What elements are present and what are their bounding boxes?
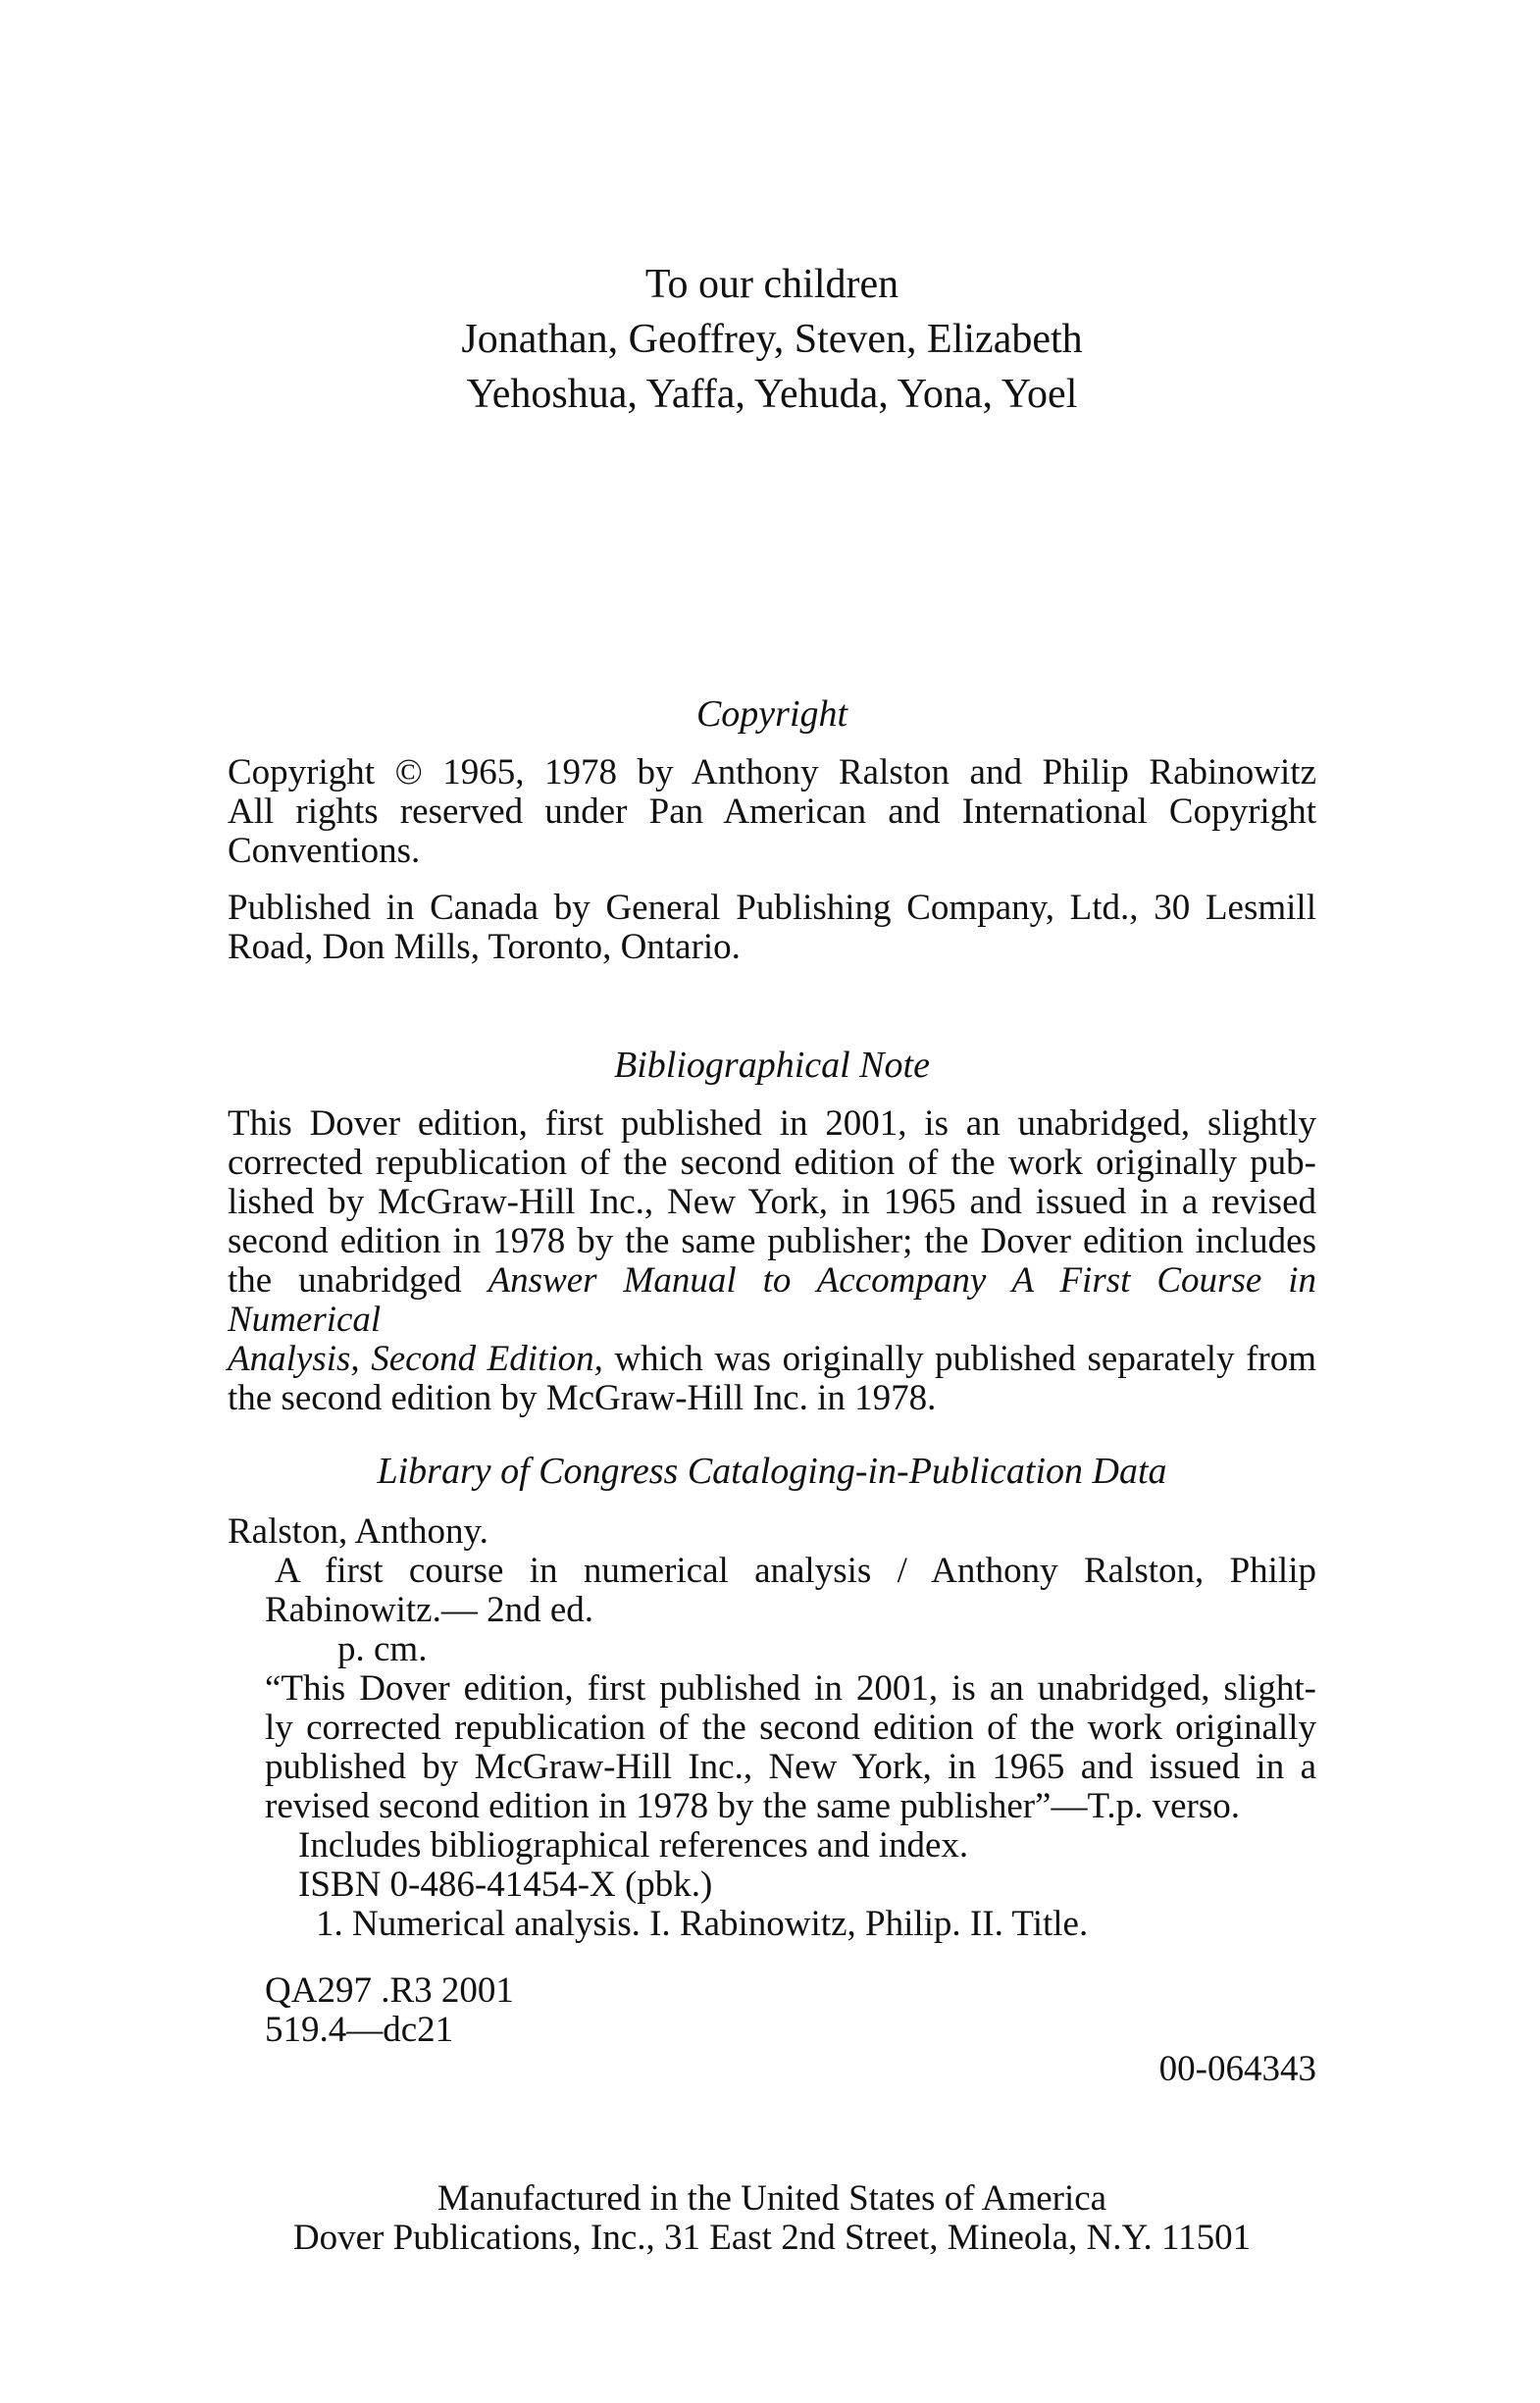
dedication: [228, 257, 1316, 422]
dedication-line: To our children: [644, 262, 899, 307]
manufactured-info: [228, 2179, 1316, 2258]
published-in-canada: [228, 889, 1316, 967]
cip-classification: [228, 1971, 1316, 2050]
cip-quote-line: revised second edition in 1978 by the same publisher”—T.p. verso.: [265, 1786, 1240, 1826]
cip-data: [228, 1512, 1316, 1944]
note-book-title: Analysis, Second Edition,: [228, 1339, 603, 1379]
cip-isbn: ISBN 0-486-41454-X (pbk.): [298, 1865, 713, 1905]
lccn-number: 00-064343: [1158, 2049, 1316, 2089]
cip-quote-line: published by McGraw-Hill Inc., New York, in 1965 and issued in a: [265, 1747, 1316, 1787]
cip-title-line: Rabinowitz.— 2nd ed.: [265, 1590, 594, 1630]
cip-includes: Includes bibliographical references and index.: [298, 1825, 969, 1866]
copyright-line: Conventions.: [228, 831, 421, 871]
copyright-line: Copyright © 1965, 1978 by Anthony Ralston and Philip Rabinowitz: [228, 752, 1316, 792]
cip-title-line: A first course in numerical analysis / Anthony Ralston, Philip: [275, 1551, 1316, 1591]
bibliographical-note: [228, 1104, 1316, 1418]
note-text: which was originally published separately from: [602, 1339, 1316, 1379]
note-line: second edition in 1978 by the same publisher; the Dover edition includes: [228, 1221, 1316, 1261]
cip-call-number: QA297 .R3 2001: [265, 1970, 514, 2011]
published-line: Road, Don Mills, Toronto, Ontario.: [228, 927, 741, 967]
note-book-title: Answer Manual to Accompany A First Course in Numerical: [228, 1260, 1317, 1340]
note-line: corrected republication of the second edition of the work originally pub-: [228, 1143, 1316, 1183]
cip-quote-line: ly corrected republication of the second edition of the work originally: [265, 1708, 1316, 1748]
cip-lccn: [228, 2050, 1316, 2089]
note-line: lished by McGraw-Hill Inc., New York, in 1965 and issued in a revised: [228, 1182, 1316, 1222]
copyright-line: All rights reserved under Pan American and International Copyright: [228, 792, 1316, 832]
note-text: the unabridged: [228, 1260, 488, 1301]
note-line: [228, 1261, 1316, 1340]
cip-dewey: 519.4—dc21: [265, 2010, 454, 2050]
cip-heading: Library of Congress Cataloging-in-Publication Data: [377, 1451, 1167, 1492]
publisher-address: Dover Publications, Inc., 31 East 2nd Street, Mineola, N.Y. 11501: [292, 2218, 1252, 2258]
dedication-line: Yehoshua, Yaffa, Yehuda, Yona, Yoel: [466, 372, 1078, 417]
cip-author: Ralston, Anthony.: [228, 1511, 488, 1552]
cip-pages: p. cm.: [337, 1629, 428, 1669]
published-line: Published in Canada by General Publishing Company, Ltd., 30 Lesmill: [228, 888, 1316, 928]
note-line: [228, 1340, 1316, 1379]
dedication-line: Jonathan, Geoffrey, Steven, Elizabeth: [461, 317, 1083, 362]
cip-subjects: 1. Numerical analysis. I. Rabinowitz, Philip. II. Title.: [316, 1904, 1089, 1944]
manufactured-line: Manufactured in the United States of America: [436, 2178, 1107, 2219]
note-line: the second edition by McGraw-Hill Inc. in 1978.: [228, 1378, 937, 1418]
note-line: This Dover edition, first published in 2001, is an unabridged, slightly: [228, 1103, 1316, 1144]
copyright-notice: [228, 753, 1316, 871]
cip-quote-line: “This Dover edition, first published in 2001, is an unabridged, slight-: [265, 1668, 1316, 1709]
copyright-heading: Copyright: [695, 693, 848, 735]
bibliographical-note-heading: Bibliographical Note: [614, 1045, 930, 1086]
